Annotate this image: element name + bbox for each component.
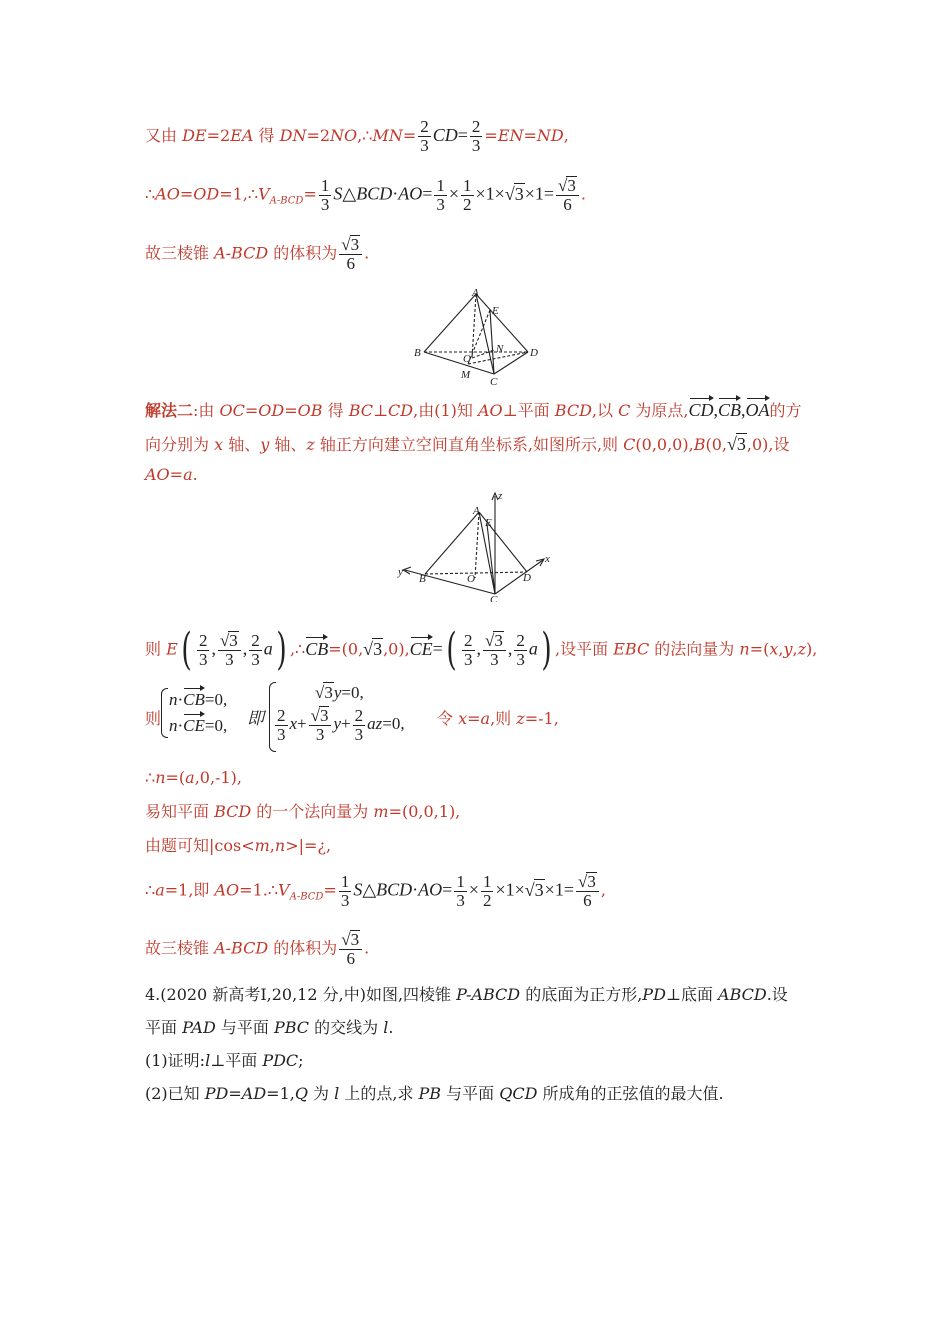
solution2-line-7: 易知平面 BCD 的一个法向量为 m=(0,0,1),	[145, 802, 461, 821]
solution2-line-6: ∴n=(a,0,-1),	[145, 768, 242, 787]
vector-cb: CB	[305, 638, 329, 659]
label-o: O	[463, 353, 471, 365]
solution2-line-2: 向分别为 x 轴、y 轴、z 轴正方向建立空间直角坐标系,如图所示,则 C(0,0,0),B(0,√3,0),设	[145, 434, 790, 454]
fraction: $\frac{√3}{6}$	[339, 930, 362, 968]
label-m: M	[461, 369, 471, 381]
label-y: y	[398, 566, 403, 578]
segment-on	[472, 350, 494, 358]
question-4-part-2: (2)已知 PD=AD=1,Q 为 l 上的点,求 PB 与平面 QCD 所成角的正弦值的最大值.	[145, 1084, 724, 1103]
solution2-line-9: ∴a=1,即 $AO=1.\therefore V_{A-BCD}=$ $\frac{1}{3}$ S△BCD·AO= $\frac{1}{3}$ × $\frac{1}{2}$ ×1×√3×1= $\frac{√3}{6}$ ,	[145, 871, 606, 910]
edge-bc	[424, 352, 494, 374]
x-axis	[495, 560, 543, 594]
label-d: D	[523, 572, 531, 584]
fraction: $\frac{2}{3}$	[464, 630, 473, 669]
segment-ao	[475, 512, 479, 578]
label-c: C	[490, 594, 498, 602]
solution2-line-1: 解法二:由 OC=OD=OB 得 BC⊥CD,由(1)知 AO⊥平面 BCD,以 C 为原点,CD,CB,OA的方	[145, 400, 802, 420]
coordinate-figure-2	[395, 490, 555, 602]
edge-cd	[494, 352, 528, 374]
vector-ce: CE	[409, 638, 433, 659]
fraction: $\frac{1}{3}$	[340, 871, 350, 910]
label-a: A	[472, 287, 479, 299]
label-a: A	[473, 505, 480, 517]
fraction: $\frac{1}{2}$	[463, 175, 472, 214]
fraction: $\frac{√3}{3}$	[218, 631, 241, 669]
fraction: $\frac{1}{3}$	[456, 871, 465, 910]
fraction: $\frac{√3}{6}$	[339, 235, 362, 273]
label-d: D	[530, 347, 538, 359]
solution2-line-4: 则 E( $\frac{2}{3}$ , $\frac{√3}{3}$ , $\frac{2}{3}$ a) ,∴CB=(0,√3,0),CE=( $\frac{2}{3}$ , $\frac{√3}{3}$ , $\frac{2}{3}$ a) ,设平面 EBC 的法向量为 n=(x,y,z),	[145, 624, 818, 675]
label-b: B	[419, 573, 426, 585]
edge-bd	[425, 572, 527, 574]
question-4-part-1: (1)证明:l⊥平面 PDC;	[145, 1051, 304, 1070]
solution2-line-8: 由题可知|cos<m,n>|=¿,	[145, 836, 332, 855]
label-z: z	[498, 490, 503, 502]
question-4-line-2: 平面 PAD 与平面 PBC 的交线为 l.	[145, 1018, 394, 1037]
vector-cb: CB	[718, 400, 742, 420]
fraction: $\frac{√3}{6}$	[576, 872, 599, 910]
label-c: C	[490, 376, 498, 388]
fraction: $\frac{2}{3}$	[251, 630, 260, 669]
label-x: x	[545, 553, 550, 565]
fraction: $\frac{2}{3}$	[516, 630, 525, 669]
fraction: $\frac{2}{3}$	[420, 117, 429, 155]
equation-system: 则 n·CB=0, n·CE=0, 即 √3y=0, $\frac{2}{3}$ x+ $\frac{√3}{3}$ y+ $\frac{2}{3}$ az=0, 令 x=a,则 z=-1,	[145, 680, 565, 752]
solution2-line-3: AO=a.	[145, 465, 198, 484]
solution-line-3: 故三棱锥 A-BCD 的体积为 $\frac{√3}{6}$ .	[145, 235, 370, 273]
label-n: N	[496, 343, 504, 355]
fraction: $\frac{√3}{6}$	[556, 176, 579, 214]
label-e: E	[485, 517, 492, 529]
solution-line-1: 又由 DE=2EA 得 DN=2NO,∴MN= $\frac{2}{3}$ CD= $\frac{2}{3}$ =EN=ND,	[145, 117, 569, 155]
fraction: $\frac{1}{2}$	[482, 871, 492, 910]
question-4-line-1: 4.(2020 新高考Ⅰ,20,12 分,中)如图,四棱锥 P-ABCD 的底面为正方形,PD⊥底面 ABCD.设	[145, 985, 788, 1004]
solution-line-2: $\therefore AO=OD=1,\therefore V_{A-BCD}=$ $\frac{1}{3}$ S△BCD·AO= $\frac{1}{3}$ × $\frac{1}{2}$ ×1×√3×1= $\frac{√3}{6}$ .	[145, 175, 586, 214]
fraction: $\frac{√3}{3}$	[483, 631, 506, 669]
edge-ab	[424, 294, 476, 352]
fraction: $\frac{2}{3}$	[471, 117, 481, 155]
label-e: E	[492, 305, 499, 317]
fraction: $\frac{2}{3}$	[198, 630, 208, 669]
edge-ab	[425, 512, 479, 574]
label-b: B	[414, 347, 421, 359]
tetrahedron-figure-1	[410, 286, 542, 390]
label-o: O	[467, 573, 475, 585]
solution2-line-10: 故三棱锥 A-BCD 的体积为 $\frac{√3}{6}$ .	[145, 930, 370, 968]
vector-oa: OA	[745, 400, 770, 420]
fraction: $\frac{1}{3}$	[320, 175, 330, 214]
fraction: $\frac{1}{3}$	[436, 175, 445, 214]
vector-cd: CD	[688, 400, 714, 420]
